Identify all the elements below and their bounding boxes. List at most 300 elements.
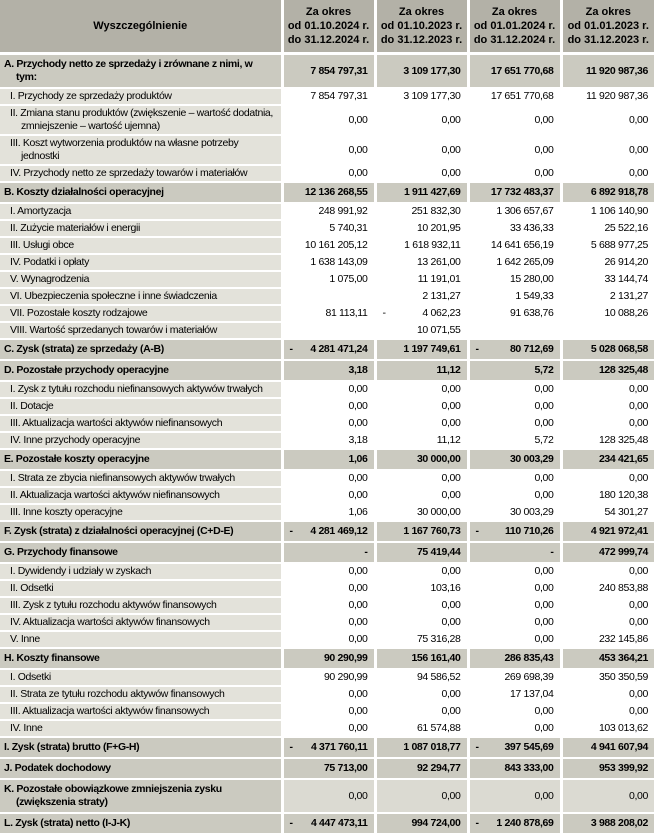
row-label: VIII. Wartość sprzedanych towarów i materiałów: [0, 322, 282, 339]
value-cell: [375, 542, 468, 563]
table-row: [0, 203, 654, 220]
cell-amount: 11 191,01: [417, 273, 461, 285]
value-cell: [468, 542, 561, 563]
value-cell: [561, 254, 654, 271]
cell-amount: 90 290,99: [323, 671, 368, 683]
cell-amount: 0,00: [628, 616, 648, 628]
value-cell: [468, 305, 561, 322]
table-body: [0, 54, 654, 835]
cell-amount: 61 574,88: [416, 722, 461, 734]
value-cell: [375, 203, 468, 220]
row-label: V. Inne: [0, 631, 282, 648]
value-cell: [282, 381, 375, 398]
value-cell: [375, 398, 468, 415]
value-cell: [282, 703, 375, 720]
value-cell: [468, 669, 561, 686]
cell-amount: 994 724,00: [411, 817, 461, 829]
cell-amount: 4 281 469,12: [310, 525, 368, 537]
value-cell: [282, 504, 375, 521]
value-cell: [561, 398, 654, 415]
value-cell: [375, 271, 468, 288]
column-header-label: Wyszczególnienie: [0, 0, 282, 54]
cell-amount: 10 071,55: [416, 324, 461, 336]
cell-amount: 0,00: [534, 565, 554, 577]
row-label: I. Zysk (strata) brutto (F+G-H): [0, 737, 282, 758]
row-label: H. Koszty finansowe: [0, 648, 282, 669]
value-cell: [375, 504, 468, 521]
cell-amount: 0,00: [628, 167, 648, 179]
section-row: [0, 542, 654, 563]
value-cell: [282, 563, 375, 580]
negative-sign: -: [475, 741, 479, 753]
row-label: II. Aktualizacja wartości aktywów niefinansowych: [0, 487, 282, 504]
value-cell: [468, 631, 561, 648]
section-row: [0, 758, 654, 779]
value-cell: [468, 254, 561, 271]
table-row: [0, 487, 654, 504]
cell-amount: 33 436,33: [509, 222, 554, 234]
negative-sign: -: [475, 525, 479, 537]
row-label: II. Zużycie materiałów i energii: [0, 220, 282, 237]
value-cell: [282, 398, 375, 415]
value-cell: [561, 381, 654, 398]
value-cell: [561, 165, 654, 182]
value-cell: [561, 487, 654, 504]
value-cell: [282, 339, 375, 360]
row-label: D. Pozostałe przychody operacyjne: [0, 360, 282, 381]
section-row: [0, 182, 654, 203]
value-cell: [282, 597, 375, 614]
row-label: G. Przychody finansowe: [0, 542, 282, 563]
value-cell: [282, 182, 375, 203]
row-label: F. Zysk (strata) z działalności operacyjnej (C+D-E): [0, 521, 282, 542]
cell-amount: 1 240 878,69: [496, 817, 554, 829]
cell-amount: 5 028 068,58: [590, 343, 648, 355]
cell-amount: 248 991,92: [318, 205, 368, 217]
cell-amount: 10 161 205,12: [304, 239, 368, 251]
cell-amount: 30 003,29: [509, 453, 554, 465]
section-row: [0, 737, 654, 758]
cell-amount: 14 641 656,19: [490, 239, 554, 251]
value-cell: [561, 360, 654, 381]
table-row: [0, 271, 654, 288]
cell-amount: 30 003,29: [509, 506, 554, 518]
cell-amount: 5,72: [534, 434, 554, 446]
value-cell: [375, 521, 468, 542]
cell-amount: 11 920 987,36: [586, 90, 648, 102]
value-cell: [561, 339, 654, 360]
cell-amount: 5,72: [534, 364, 554, 376]
table-row: [0, 614, 654, 631]
value-cell: [468, 720, 561, 737]
cell-amount: 0,00: [628, 400, 648, 412]
cell-amount: 26 914,20: [604, 256, 648, 268]
row-label: E. Pozostałe koszty operacyjne: [0, 449, 282, 470]
cell-amount: 1 075,00: [329, 273, 368, 285]
cell-amount: 269 698,39: [504, 671, 554, 683]
value-cell: [561, 614, 654, 631]
value-cell: [468, 398, 561, 415]
cell-amount: 0,00: [348, 633, 368, 645]
period-line: od 01.10.2024 r.: [287, 20, 370, 32]
cell-amount: 7 854 797,31: [310, 64, 368, 77]
cell-amount: 3,18: [348, 434, 368, 446]
value-cell: [282, 88, 375, 105]
row-label: III. Aktualizacja wartości aktywów finansowych: [0, 703, 282, 720]
row-label: III. Koszt wytworzenia produktów na własne potrzeby jednostki: [0, 135, 282, 165]
negative-sign: -: [289, 343, 293, 355]
cell-amount: 232 145,86: [598, 633, 648, 645]
cell-amount: 0,00: [348, 616, 368, 628]
value-cell: [468, 758, 561, 779]
value-cell: [561, 105, 654, 135]
value-cell: [282, 686, 375, 703]
value-cell: [375, 339, 468, 360]
cell-amount: 11,12: [436, 364, 461, 376]
value-cell: [282, 322, 375, 339]
cell-amount: 0,00: [628, 472, 648, 484]
header-row: [0, 0, 654, 54]
value-cell: [375, 432, 468, 449]
row-label: I. Odsetki: [0, 669, 282, 686]
value-cell: [561, 521, 654, 542]
value-cell: [282, 542, 375, 563]
value-cell: [468, 54, 561, 89]
value-cell: [468, 88, 561, 105]
value-cell: [561, 504, 654, 521]
value-cell: [561, 648, 654, 669]
value-cell: [282, 415, 375, 432]
cell-amount: 4 281 471,24: [310, 343, 368, 355]
cell-amount: 25 522,16: [604, 222, 648, 234]
value-cell: [375, 54, 468, 89]
cell-amount: 0,00: [534, 383, 554, 395]
value-cell: [468, 686, 561, 703]
value-cell: [561, 203, 654, 220]
table-row: [0, 720, 654, 737]
row-label: III. Usługi obce: [0, 237, 282, 254]
table-row: [0, 322, 654, 339]
cell-amount: 81 113,11: [325, 307, 368, 319]
cell-amount: 0,00: [441, 489, 461, 501]
value-cell: [375, 360, 468, 381]
value-cell: [375, 720, 468, 737]
cell-amount: 0,00: [534, 789, 554, 802]
period-line: do 31.12.2023 r.: [567, 34, 649, 46]
value-cell: [561, 237, 654, 254]
value-cell: [282, 669, 375, 686]
value-cell: [282, 521, 375, 542]
table-row: [0, 220, 654, 237]
cell-amount: 0,00: [348, 383, 368, 395]
cell-amount: 0,00: [348, 705, 368, 717]
cell-amount: 94 586,52: [416, 671, 461, 683]
table-row: [0, 703, 654, 720]
value-cell: [468, 322, 561, 339]
cell-amount: 0,00: [441, 705, 461, 717]
cell-amount: 103,16: [430, 582, 461, 594]
value-cell: [468, 614, 561, 631]
cell-amount: 1 618 932,11: [404, 239, 461, 251]
cell-amount: 0,00: [348, 599, 368, 611]
table-row: [0, 135, 654, 165]
cell-amount: 156 161,40: [411, 652, 461, 664]
cell-amount: 4 921 972,41: [590, 525, 648, 537]
cell-amount: 90 290,99: [323, 652, 368, 664]
cell-amount: 75 713,00: [323, 762, 368, 774]
section-row: [0, 779, 654, 813]
value-cell: [375, 737, 468, 758]
period-line: Za okres: [305, 6, 352, 18]
cell-amount: 33 144,74: [604, 273, 648, 285]
value-cell: [375, 563, 468, 580]
value-cell: [375, 322, 468, 339]
cell-amount: 0,00: [441, 167, 461, 179]
negative-sign: -: [475, 817, 479, 829]
cell-amount: 0,00: [628, 113, 648, 126]
value-cell: [468, 737, 561, 758]
value-cell: [375, 614, 468, 631]
cell-amount: 1 087 018,77: [403, 741, 461, 753]
cell-amount: 1 549,33: [515, 290, 554, 302]
value-cell: [468, 220, 561, 237]
cell-amount: 91 638,76: [509, 307, 554, 319]
value-cell: [282, 237, 375, 254]
section-row: [0, 54, 654, 89]
negative-sign: -: [289, 817, 293, 829]
value-cell: [375, 305, 468, 322]
cell-amount: 0,00: [348, 722, 368, 734]
value-cell: [375, 669, 468, 686]
cell-amount: 0,00: [628, 565, 648, 577]
cell-amount: 0,00: [348, 400, 368, 412]
table-row: [0, 165, 654, 182]
row-label: K. Pozostałe obowiązkowe zmniejszenia zysku (zwiększenia straty): [0, 779, 282, 813]
value-cell: [375, 779, 468, 813]
cell-amount: 0,00: [628, 599, 648, 611]
cell-amount: 3,18: [348, 364, 368, 376]
cell-amount: 11,12: [436, 434, 461, 446]
value-cell: [375, 415, 468, 432]
cell-amount: 4 062,23: [422, 307, 461, 319]
value-cell: [468, 449, 561, 470]
cell-amount: 0,00: [534, 167, 554, 179]
cell-amount: 0,00: [441, 400, 461, 412]
cell-amount: 0,00: [534, 417, 554, 429]
period-line: do 31.12.2024 r.: [287, 34, 370, 46]
value-cell: [282, 648, 375, 669]
cell-amount: 17 651 770,68: [490, 64, 554, 77]
cell-amount: -: [364, 546, 368, 558]
cell-amount: 350 350,59: [598, 671, 648, 683]
negative-sign: -: [289, 525, 293, 537]
value-cell: [282, 203, 375, 220]
row-label: III. Zysk z tytułu rozchodu aktywów finansowych: [0, 597, 282, 614]
cell-amount: 54 301,27: [604, 506, 648, 518]
value-cell: [561, 597, 654, 614]
value-cell: [375, 580, 468, 597]
period-line: do 31.12.2024 r.: [473, 34, 556, 46]
period-line: Za okres: [491, 6, 538, 18]
value-cell: [375, 597, 468, 614]
value-cell: [561, 631, 654, 648]
value-cell: [468, 470, 561, 487]
value-cell: [561, 135, 654, 165]
value-cell: [561, 415, 654, 432]
column-header-period-3: [468, 0, 561, 54]
cell-amount: 0,00: [441, 417, 461, 429]
column-header-period-1: [282, 0, 375, 54]
cell-amount: 0,00: [534, 582, 554, 594]
value-cell: [375, 631, 468, 648]
value-cell: [375, 288, 468, 305]
section-row: [0, 360, 654, 381]
value-cell: [282, 271, 375, 288]
cell-amount: 0,00: [441, 599, 461, 611]
value-cell: [375, 220, 468, 237]
row-label: IV. Aktualizacja wartości aktywów finansowych: [0, 614, 282, 631]
value-cell: [282, 220, 375, 237]
negative-sign: -: [289, 741, 293, 753]
value-cell: [468, 271, 561, 288]
cell-amount: 0,00: [441, 383, 461, 395]
value-cell: [282, 165, 375, 182]
cell-amount: 0,00: [534, 400, 554, 412]
cell-amount: 0,00: [628, 417, 648, 429]
table-row: [0, 669, 654, 686]
value-cell: [561, 182, 654, 203]
value-cell: [282, 432, 375, 449]
value-cell: [561, 449, 654, 470]
cell-amount: 17 732 483,37: [490, 186, 554, 198]
cell-amount: 0,00: [348, 565, 368, 577]
period-line: od 01.10.2023 r.: [380, 20, 463, 32]
value-cell: [282, 758, 375, 779]
value-cell: [468, 360, 561, 381]
value-cell: [282, 580, 375, 597]
table-row: [0, 597, 654, 614]
cell-amount: 0,00: [628, 705, 648, 717]
value-cell: [561, 779, 654, 813]
table-row: [0, 254, 654, 271]
cell-amount: 75 419,44: [416, 546, 461, 558]
cell-amount: 0,00: [534, 633, 554, 645]
row-label: C. Zysk (strata) ze sprzedaży (A-B): [0, 339, 282, 360]
value-cell: [282, 737, 375, 758]
table-row: [0, 580, 654, 597]
value-cell: [375, 105, 468, 135]
cell-amount: 4 941 607,94: [590, 741, 648, 753]
cell-amount: 453 364,21: [598, 652, 648, 664]
row-label: VII. Pozostałe koszty rodzajowe: [0, 305, 282, 322]
cell-amount: 0,00: [628, 143, 648, 156]
row-label: IV. Inne: [0, 720, 282, 737]
value-cell: [561, 580, 654, 597]
value-cell: [468, 432, 561, 449]
value-cell: [282, 135, 375, 165]
value-cell: [282, 449, 375, 470]
period-line: od 01.01.2023 r.: [567, 20, 649, 32]
table-row: [0, 237, 654, 254]
value-cell: [561, 88, 654, 105]
value-cell: [468, 135, 561, 165]
row-label: J. Podatek dochodowy: [0, 758, 282, 779]
period-line: do 31.12.2023 r.: [380, 34, 463, 46]
row-label: III. Aktualizacja wartości aktywów niefinansowych: [0, 415, 282, 432]
cell-amount: 472 999,74: [598, 546, 648, 558]
value-cell: [468, 339, 561, 360]
value-cell: [468, 288, 561, 305]
row-label: I. Strata ze zbycia niefinansowych aktywów trwałych: [0, 470, 282, 487]
value-cell: [561, 305, 654, 322]
cell-amount: 2 131,27: [609, 290, 648, 302]
column-header-period-4: [561, 0, 654, 54]
cell-amount: 397 545,69: [504, 741, 554, 753]
cell-amount: 953 399,92: [598, 762, 648, 774]
value-cell: [375, 686, 468, 703]
cell-amount: 0,00: [534, 472, 554, 484]
cell-amount: 843 333,00: [504, 762, 554, 774]
cell-amount: 92 294,77: [416, 762, 461, 774]
table-row: [0, 686, 654, 703]
cell-amount: 1 106 140,90: [590, 205, 648, 217]
cell-amount: 0,00: [534, 616, 554, 628]
cell-amount: 3 109 177,30: [403, 64, 461, 77]
cell-amount: 15 280,00: [509, 273, 554, 285]
cell-amount: 0,00: [534, 489, 554, 501]
cell-amount: -: [550, 546, 554, 558]
cell-amount: 0,00: [441, 113, 461, 126]
cell-amount: 0,00: [534, 722, 554, 734]
value-cell: [282, 631, 375, 648]
cell-amount: 0,00: [628, 789, 648, 802]
cell-amount: 0,00: [441, 472, 461, 484]
table-row: [0, 288, 654, 305]
value-cell: [282, 54, 375, 89]
value-cell: [375, 88, 468, 105]
cell-amount: 4 447 473,11: [310, 817, 368, 829]
value-cell: [282, 470, 375, 487]
value-cell: [561, 737, 654, 758]
value-cell: [468, 521, 561, 542]
cell-amount: 128 325,48: [598, 364, 648, 376]
value-cell: [468, 504, 561, 521]
value-cell: [282, 720, 375, 737]
value-cell: [561, 271, 654, 288]
value-cell: [282, 288, 375, 305]
cell-amount: 80 712,69: [509, 343, 554, 355]
cell-amount: 0,00: [441, 789, 461, 802]
cell-amount: 286 835,43: [504, 652, 554, 664]
value-cell: [561, 322, 654, 339]
cell-amount: 1 197 749,61: [403, 343, 461, 355]
value-cell: [561, 813, 654, 834]
value-cell: [468, 165, 561, 182]
cell-amount: 1 167 760,73: [403, 525, 461, 537]
cell-amount: 0,00: [534, 599, 554, 611]
cell-amount: 240 853,88: [598, 582, 648, 594]
value-cell: [375, 165, 468, 182]
value-cell: [561, 703, 654, 720]
value-cell: [282, 360, 375, 381]
value-cell: [282, 779, 375, 813]
cell-amount: 1 911 427,69: [403, 186, 461, 198]
table-row: [0, 415, 654, 432]
row-label: I. Przychody ze sprzedaży produktów: [0, 88, 282, 105]
negative-sign: -: [382, 307, 386, 319]
row-label: V. Wynagrodzenia: [0, 271, 282, 288]
row-label: A. Przychody netto ze sprzedaży i zrównane z nimi, w tym:: [0, 54, 282, 89]
